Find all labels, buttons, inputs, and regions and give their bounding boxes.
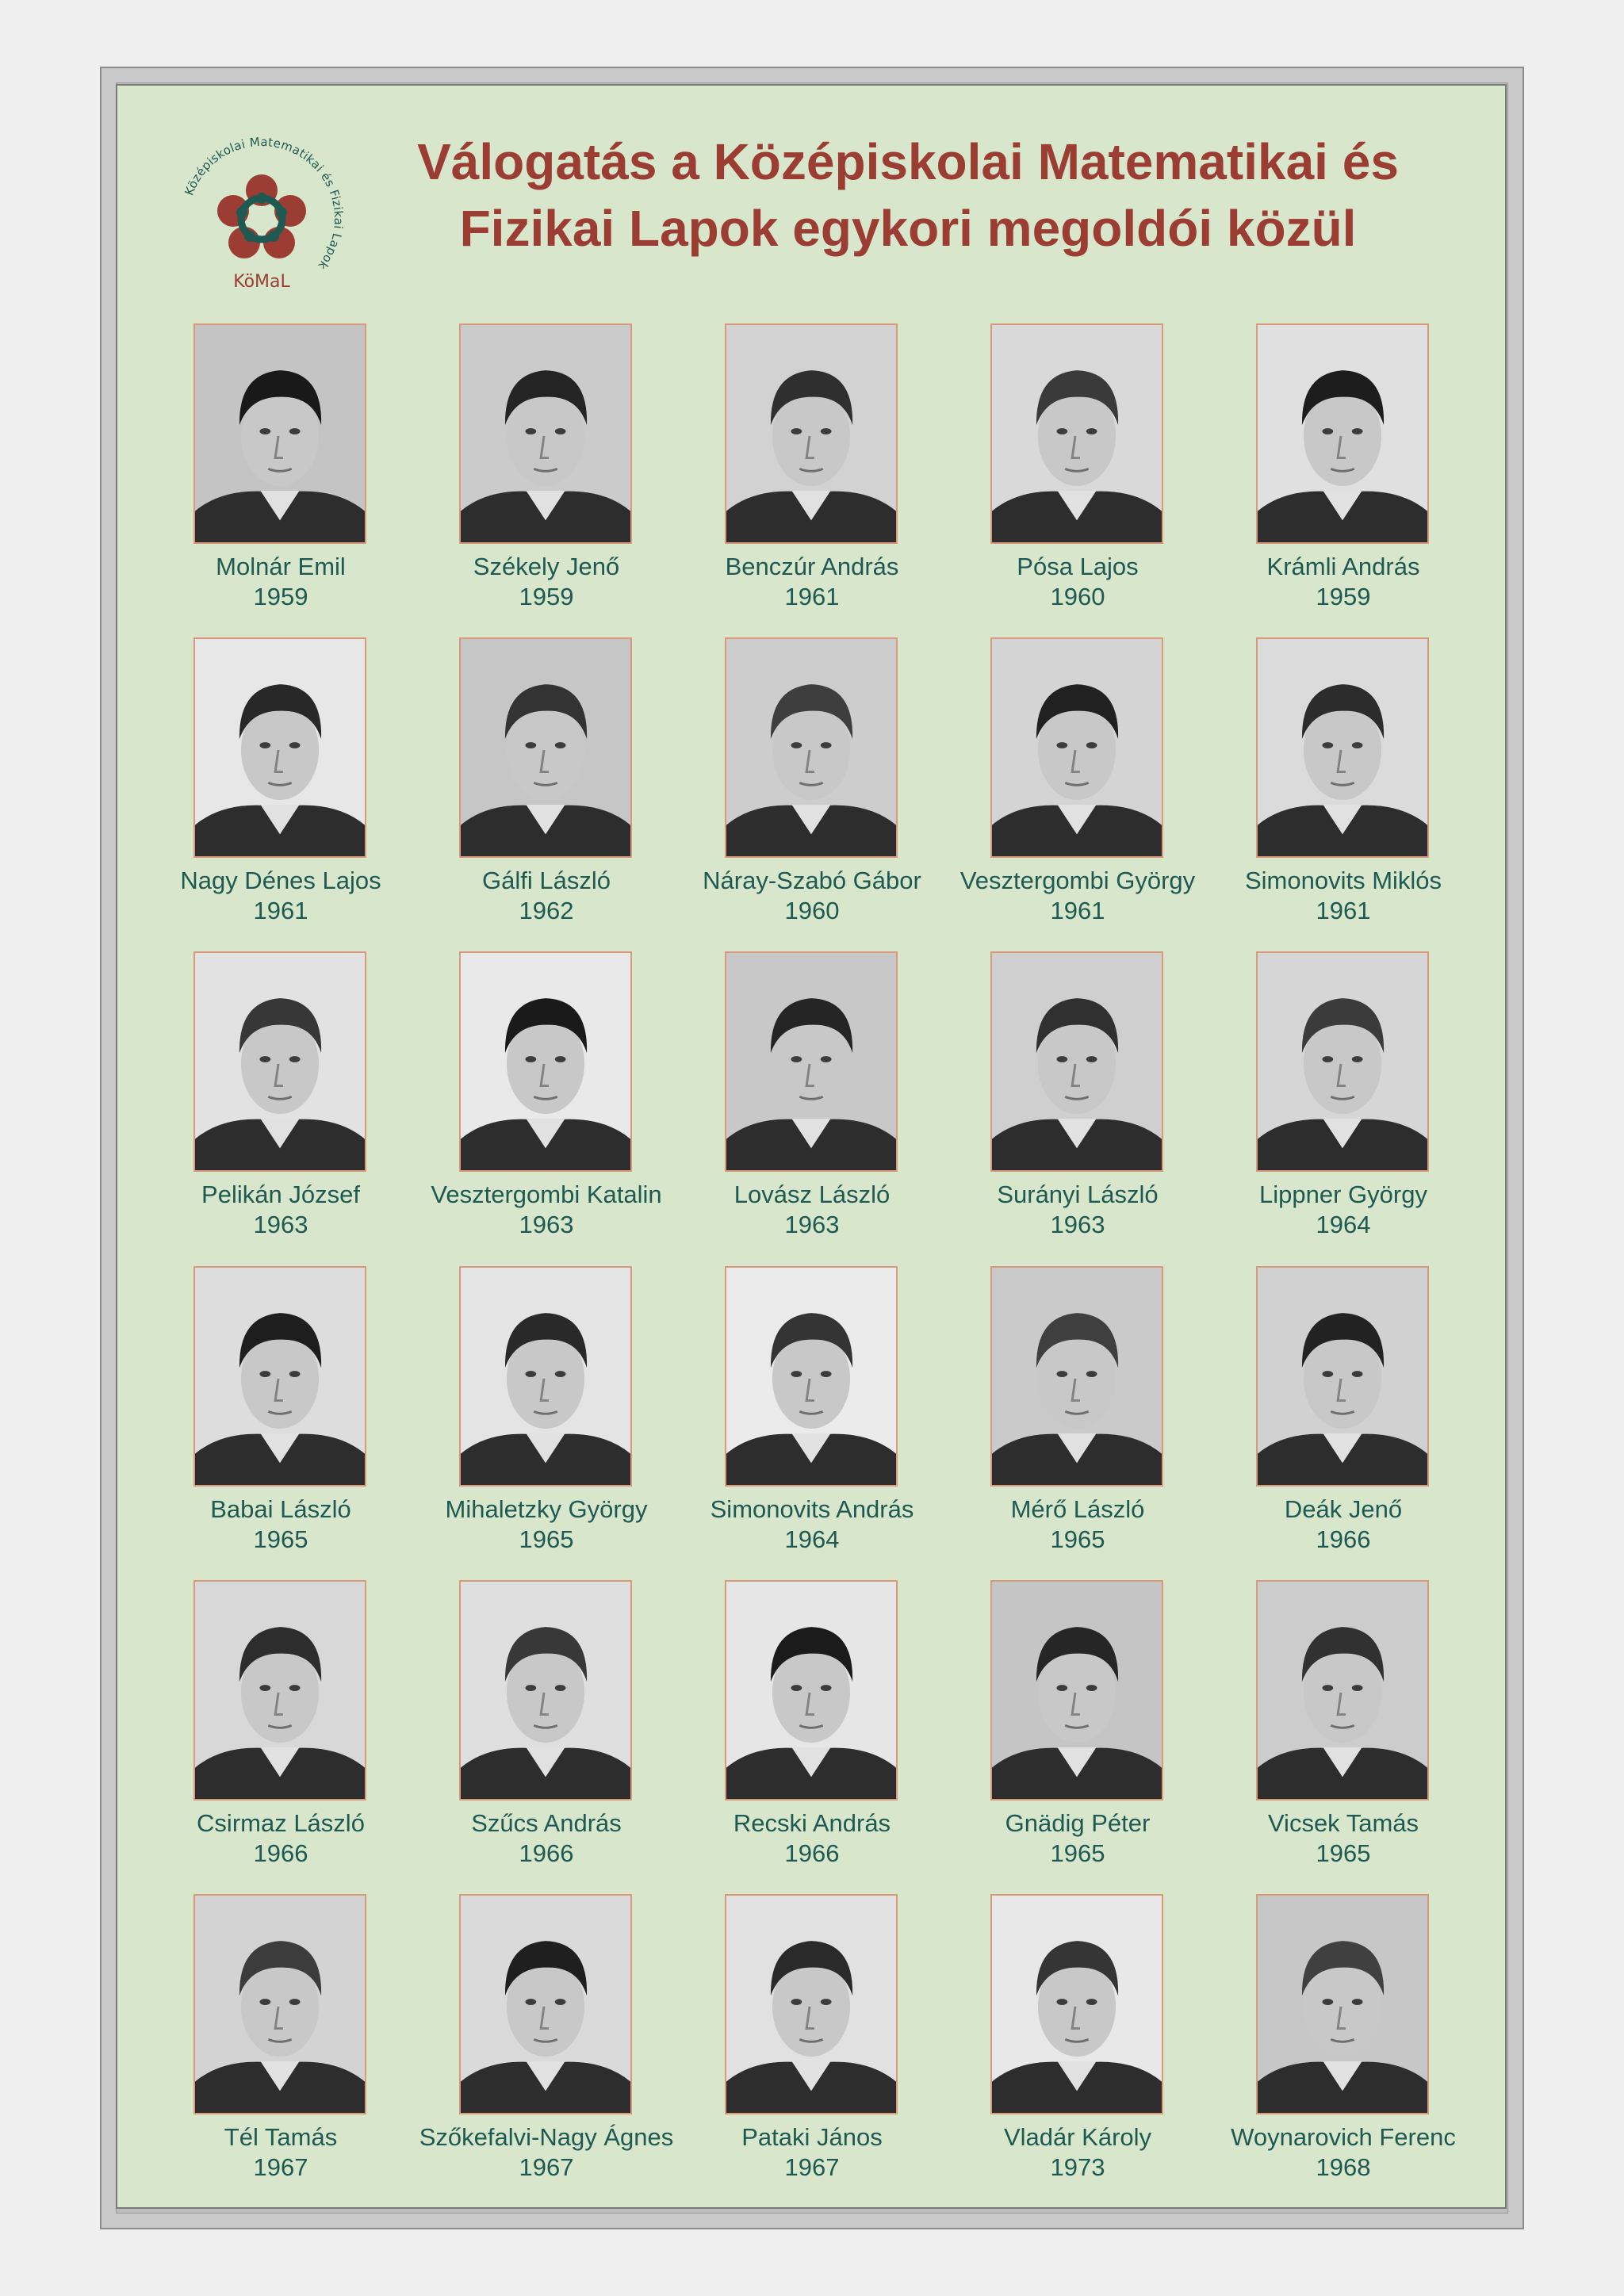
person-name: Vladár Károly	[1003, 2123, 1152, 2151]
portrait-photo	[1256, 1266, 1429, 1487]
person-year: 1966	[1316, 1525, 1371, 1553]
portrait-photo	[1256, 951, 1429, 1172]
person-name: Lippner György	[1259, 1181, 1427, 1208]
portrait-photo	[459, 323, 632, 544]
person-name: Mérő László	[1010, 1495, 1145, 1523]
portrait-photo	[1256, 323, 1429, 544]
portrait-photo	[725, 1894, 898, 2114]
portrait-photo	[193, 1580, 366, 1800]
portrait-photo	[459, 1894, 632, 2114]
person-name: Molnár Emil	[216, 553, 346, 580]
person-year: 1965	[253, 1525, 308, 1553]
person-name: Pelikán József	[201, 1181, 360, 1208]
person-name: Vesztergombi Katalin	[431, 1181, 662, 1208]
person-year: 1968	[1316, 2153, 1371, 2181]
person-year: 1959	[253, 583, 308, 610]
person-name: Vicsek Tamás	[1267, 1809, 1419, 1837]
portrait-photo	[725, 637, 898, 858]
portrait-card	[1256, 951, 1521, 1246]
person-year: 1965	[1316, 1839, 1371, 1867]
person-name: Woynarovich Ferenc	[1231, 2123, 1456, 2151]
person-year: 1960	[1050, 583, 1105, 610]
portrait-card	[1256, 1580, 1521, 1875]
portrait-photo	[990, 1266, 1163, 1487]
person-name: Mihaletzky György	[445, 1495, 648, 1523]
person-year: 1963	[519, 1211, 574, 1238]
person-name: Simonovits András	[710, 1495, 914, 1523]
person-year: 1961	[784, 583, 840, 610]
portrait-photo	[193, 1266, 366, 1487]
person-year: 1966	[784, 1839, 840, 1867]
portrait-photo	[193, 637, 366, 858]
person-name: Csirmaz László	[197, 1809, 365, 1837]
person-name: Nagy Dénes Lajos	[180, 867, 381, 894]
person-year: 1966	[519, 1839, 574, 1867]
person-name: Gnädig Péter	[1005, 1809, 1151, 1837]
person-name: Gálfi László	[482, 867, 611, 894]
portrait-photo	[459, 637, 632, 858]
person-year: 1966	[253, 1839, 308, 1867]
title-line-1: Válogatás a Középiskolai Matematikai és	[417, 133, 1399, 190]
portrait-photo	[725, 951, 898, 1172]
portrait-photo	[459, 1580, 632, 1800]
logo-ring-text: Középiskolai Matematikai és Fizikai Lapok	[182, 134, 347, 273]
person-year: 1959	[519, 583, 574, 610]
person-year: 1961	[1316, 897, 1371, 924]
person-year: 1965	[519, 1525, 574, 1553]
person-name: Benczúr András	[725, 553, 899, 580]
person-year: 1963	[253, 1211, 308, 1238]
person-name: Pósa Lajos	[1017, 553, 1139, 580]
person-name: Babai László	[210, 1495, 351, 1523]
person-year: 1963	[784, 1211, 840, 1238]
person-year: 1965	[1050, 1525, 1105, 1553]
person-year: 1961	[1050, 897, 1105, 924]
person-name: Vesztergombi György	[959, 867, 1196, 894]
person-name: Pataki János	[741, 2123, 883, 2151]
logo-brand: KöMaL	[233, 272, 290, 292]
portrait-photo	[1256, 1894, 1429, 2114]
person-year: 1964	[1316, 1211, 1371, 1238]
person-name: Tél Tamás	[224, 2123, 338, 2151]
person-name: Lovász László	[733, 1181, 891, 1208]
person-year: 1967	[784, 2153, 840, 2181]
portrait-photo	[1256, 637, 1429, 858]
person-year: 1965	[1050, 1839, 1105, 1867]
person-name: Náray-Szabó Gábor	[703, 867, 921, 894]
portrait-card	[1244, 637, 1521, 932]
portrait-photo	[990, 1580, 1163, 1800]
portrait-card	[1256, 323, 1521, 618]
portrait-photo	[725, 1580, 898, 1800]
person-name: Simonovits Miklós	[1244, 867, 1442, 894]
person-year: 1967	[253, 2153, 308, 2181]
person-year: 1961	[253, 897, 308, 924]
person-name: Szűcs András	[471, 1809, 622, 1837]
person-name: Surányi László	[997, 1181, 1159, 1208]
portrait-photo	[990, 323, 1163, 544]
person-year: 1964	[784, 1525, 840, 1553]
person-year: 1959	[1316, 583, 1371, 610]
title-line-2: Fizikai Lapok egykori megoldói közül	[459, 200, 1357, 257]
person-year: 1973	[1050, 2153, 1105, 2181]
person-name: Recski András	[733, 1809, 891, 1837]
portrait-photo	[725, 323, 898, 544]
person-name: Szőkefalvi-Nagy Ágnes	[419, 2123, 674, 2151]
portrait-photo	[193, 1894, 366, 2114]
portrait-card	[1231, 1894, 1521, 2189]
portrait-photo	[459, 1266, 632, 1487]
portrait-photo	[990, 637, 1163, 858]
portrait-photo	[725, 1266, 898, 1487]
portrait-photo	[459, 951, 632, 1172]
person-year: 1963	[1050, 1211, 1105, 1238]
portrait-photo	[1256, 1580, 1429, 1800]
person-name: Krámli András	[1266, 553, 1420, 580]
person-name: Deák Jenő	[1284, 1495, 1403, 1523]
person-year: 1960	[784, 897, 840, 924]
portrait-card	[1256, 1266, 1521, 1561]
portrait-photo	[990, 951, 1163, 1172]
portrait-photo	[990, 1894, 1163, 2114]
person-name: Székely Jenő	[473, 553, 620, 580]
portrait-photo	[193, 951, 366, 1172]
person-year: 1967	[519, 2153, 574, 2181]
portrait-photo	[193, 323, 366, 544]
person-year: 1962	[519, 897, 574, 924]
